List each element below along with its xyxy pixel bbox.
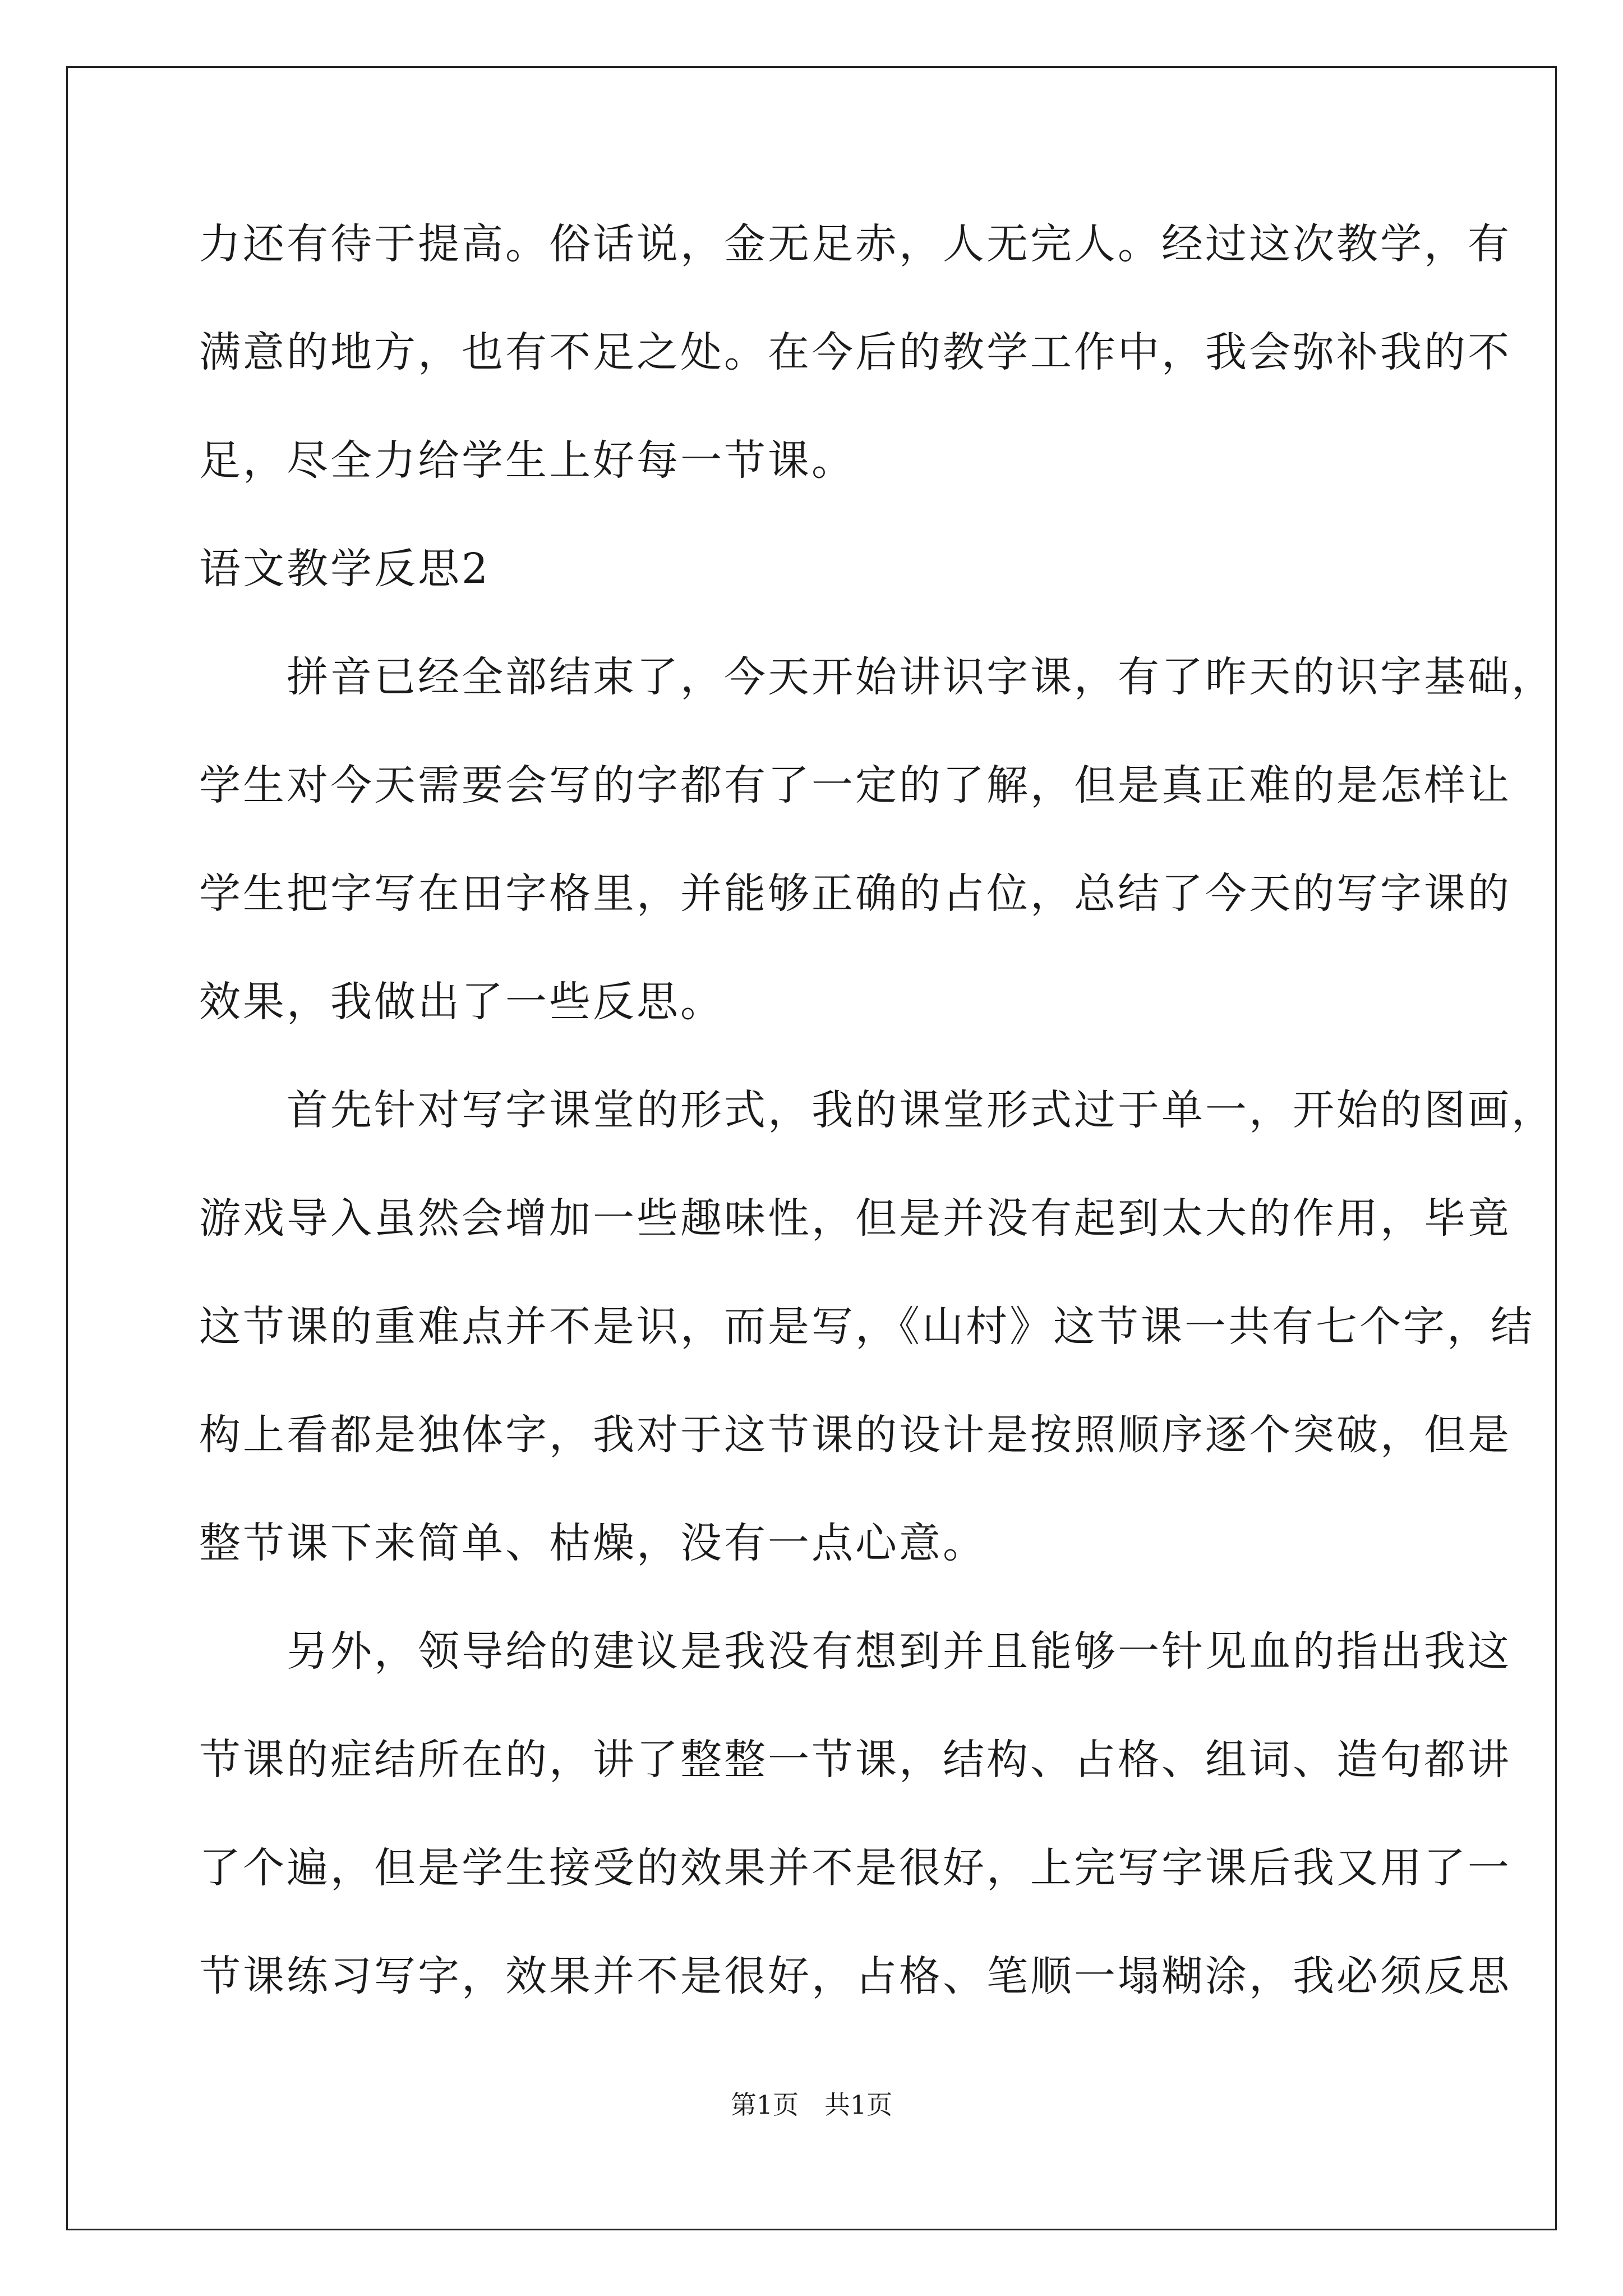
- text-line: 节课练习写字，效果并不是很好，占格、笔顺一塌糊涂，我必须反思: [199, 1952, 1511, 2000]
- text-line: 足，尽全力给学生上好每一节课。: [199, 436, 855, 485]
- text-line: 学生对今天需要会写的字都有了一定的了解，但是真正难的是怎样让: [199, 761, 1511, 809]
- text-line: 游戏导入虽然会增加一些趣味性，但是并没有起到太大的作用，毕竟: [199, 1194, 1511, 1243]
- page-border: [66, 66, 1557, 2230]
- text-line: 构上看都是独体字，我对于这节课的设计是按照顺序逐个突破，但是: [199, 1411, 1511, 1459]
- page-number-footer: 第1页 共1页: [730, 2090, 893, 2120]
- text-line: 拼音已经全部结束了，今天开始讲识字课，有了昨天的识字基础，: [199, 653, 1555, 701]
- text-line: 首先针对写字课堂的形式，我的课堂形式过于单一，开始的图画，: [199, 1086, 1555, 1134]
- text-line: 节课的症结所在的，讲了整整一节课，结构、占格、组词、造句都讲: [199, 1736, 1511, 1784]
- text-line: 这节课的重难点并不是识，而是写，《山村》这节课一共有七个字，结: [199, 1303, 1534, 1351]
- text-line: 学生把字写在田字格里，并能够正确的占位，总结了今天的写字课的: [199, 869, 1511, 918]
- text-line: 力还有待于提高。俗话说，金无足赤，人无完人。经过这次教学，有: [199, 220, 1511, 268]
- text-line: 了个遍，但是学生接受的效果并不是很好，上完写字课后我又用了一: [199, 1844, 1511, 1892]
- text-line: 满意的地方，也有不足之处。在今后的教学工作中，我会弥补我的不: [199, 328, 1511, 376]
- text-line: 另外，领导给的建议是我没有想到并且能够一针见血的指出我这: [199, 1627, 1511, 1676]
- text-line: 整节课下来简单、枯燥，没有一点心意。: [199, 1519, 986, 1567]
- section-heading: 语文教学反思2: [199, 545, 491, 593]
- text-line: 效果，我做出了一些反思。: [199, 978, 724, 1026]
